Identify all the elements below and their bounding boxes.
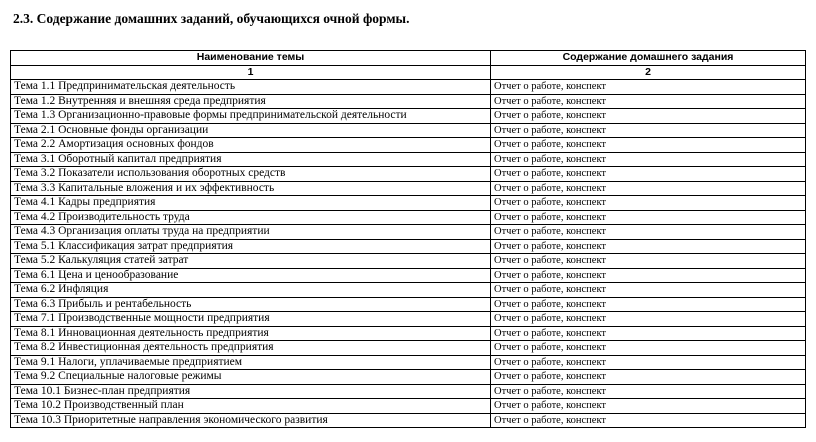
content-cell: Отчет о работе, конспект xyxy=(491,283,806,298)
column-header-content: Содержание домашнего задания xyxy=(491,51,806,66)
table-row xyxy=(11,80,806,95)
topic-cell: Тема 6.3 Прибыль и рентабельность xyxy=(11,297,491,312)
content-cell: Отчет о работе, конспект xyxy=(491,413,806,428)
content-cell: Отчет о работе, конспект xyxy=(491,181,806,196)
table-row xyxy=(11,181,806,196)
content-cell: Отчет о работе, конспект xyxy=(491,355,806,370)
topic-cell: Тема 10.2 Производственный план xyxy=(11,399,491,414)
content-cell: Отчет о работе, конспект xyxy=(491,225,806,240)
topic-cell: Тема 4.2 Производительность труда xyxy=(11,210,491,225)
table-row xyxy=(11,210,806,225)
topic-cell: Тема 2.1 Основные фонды организации xyxy=(11,123,491,138)
table-row xyxy=(11,152,806,167)
table-row xyxy=(11,268,806,283)
table-row xyxy=(11,399,806,414)
topic-cell: Тема 9.2 Специальные налоговые режимы xyxy=(11,370,491,385)
table-row xyxy=(11,326,806,341)
content-cell: Отчет о работе, конспект xyxy=(491,152,806,167)
content-cell: Отчет о работе, конспект xyxy=(491,399,806,414)
content-cell: Отчет о работе, конспект xyxy=(491,196,806,211)
column-header-topic: Наименование темы xyxy=(11,51,491,66)
content-cell: Отчет о работе, конспект xyxy=(491,326,806,341)
content-cell: Отчет о работе, конспект xyxy=(491,109,806,124)
content-cell: Отчет о работе, конспект xyxy=(491,239,806,254)
content-cell: Отчет о работе, конспект xyxy=(491,254,806,269)
table-row xyxy=(11,283,806,298)
topic-cell: Тема 1.2 Внутренняя и внешняя среда предприятия xyxy=(11,94,491,109)
table-row xyxy=(11,196,806,211)
table-row xyxy=(11,225,806,240)
topic-cell: Тема 3.3 Капитальные вложения и их эффективность xyxy=(11,181,491,196)
content-cell: Отчет о работе, конспект xyxy=(491,123,806,138)
table-row xyxy=(11,370,806,385)
content-cell: Отчет о работе, конспект xyxy=(491,384,806,399)
topic-cell: Тема 5.1 Классификация затрат предприятия xyxy=(11,239,491,254)
content-cell: Отчет о работе, конспект xyxy=(491,210,806,225)
table-row xyxy=(11,123,806,138)
column-number-1: 1 xyxy=(11,65,491,80)
table-row xyxy=(11,341,806,356)
topic-cell: Тема 3.2 Показатели использования оборотных средств xyxy=(11,167,491,182)
table-row xyxy=(11,167,806,182)
topic-cell: Тема 9.1 Налоги, уплачиваемые предприятием xyxy=(11,355,491,370)
table-row xyxy=(11,297,806,312)
content-cell: Отчет о работе, конспект xyxy=(491,80,806,95)
topic-cell: Тема 5.2 Калькуляция статей затрат xyxy=(11,254,491,269)
topic-cell: Тема 7.1 Производственные мощности предприятия xyxy=(11,312,491,327)
section-heading: 2.3. Содержание домашних заданий, обучающихся очной формы. xyxy=(13,11,410,26)
header-row xyxy=(11,51,806,66)
table-row xyxy=(11,94,806,109)
content-cell: Отчет о работе, конспект xyxy=(491,312,806,327)
homework-table xyxy=(10,50,806,428)
content-cell: Отчет о работе, конспект xyxy=(491,370,806,385)
content-cell: Отчет о работе, конспект xyxy=(491,341,806,356)
topic-cell: Тема 1.3 Организационно-правовые формы предпринимательской деятельности xyxy=(11,109,491,124)
topic-cell: Тема 1.1 Предпринимательская деятельность xyxy=(11,80,491,95)
topic-cell: Тема 3.1 Оборотный капитал предприятия xyxy=(11,152,491,167)
content-cell: Отчет о работе, конспект xyxy=(491,94,806,109)
topic-cell: Тема 8.2 Инвестиционная деятельность предприятия xyxy=(11,341,491,356)
table-row xyxy=(11,239,806,254)
topic-cell: Тема 10.3 Приоритетные направления экономического развития xyxy=(11,413,491,428)
table-row xyxy=(11,355,806,370)
topic-cell: Тема 8.1 Инновационная деятельность предприятия xyxy=(11,326,491,341)
topic-cell: Тема 4.3 Организация оплаты труда на предприятии xyxy=(11,225,491,240)
table-row xyxy=(11,312,806,327)
topic-cell: Тема 2.2 Амортизация основных фондов xyxy=(11,138,491,153)
content-cell: Отчет о работе, конспект xyxy=(491,138,806,153)
column-number-2: 2 xyxy=(491,65,806,80)
topic-cell: Тема 6.2 Инфляция xyxy=(11,283,491,298)
topic-cell: Тема 10.1 Бизнес-план предприятия xyxy=(11,384,491,399)
table-row xyxy=(11,413,806,428)
table-row xyxy=(11,109,806,124)
table-row xyxy=(11,138,806,153)
topic-cell: Тема 6.1 Цена и ценообразование xyxy=(11,268,491,283)
table-row xyxy=(11,384,806,399)
column-number-row xyxy=(11,65,806,80)
topic-cell: Тема 4.1 Кадры предприятия xyxy=(11,196,491,211)
content-cell: Отчет о работе, конспект xyxy=(491,297,806,312)
table-row xyxy=(11,254,806,269)
content-cell: Отчет о работе, конспект xyxy=(491,167,806,182)
content-cell: Отчет о работе, конспект xyxy=(491,268,806,283)
